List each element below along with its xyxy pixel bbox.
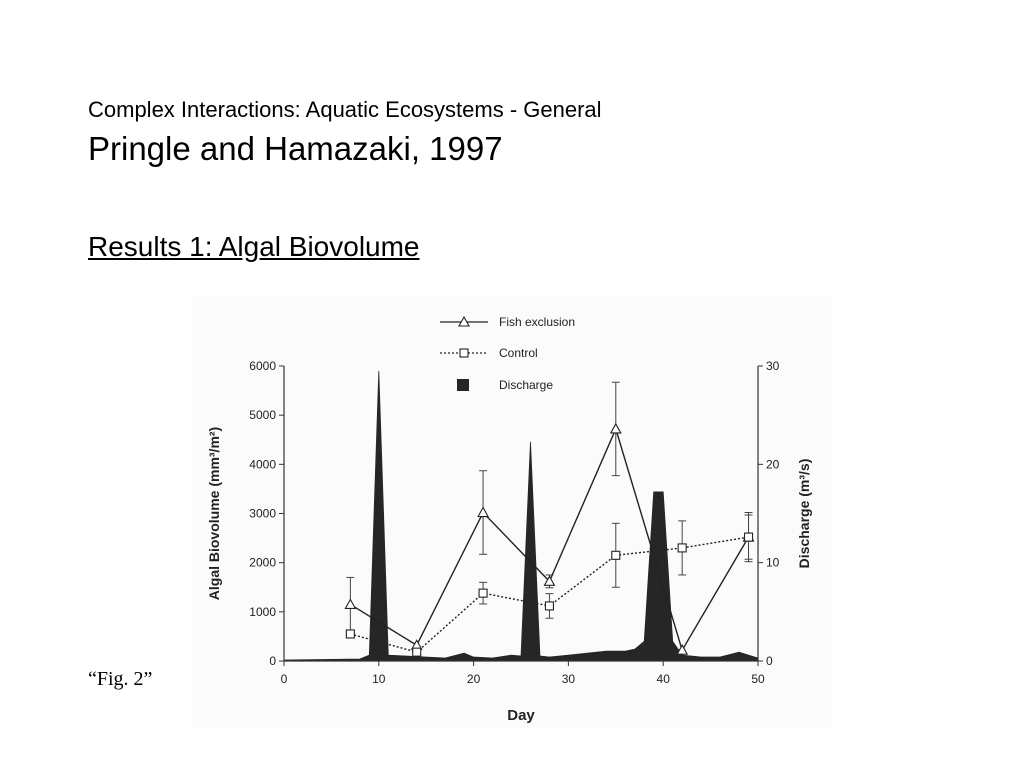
left-y-tick-label: 4000 (249, 457, 276, 472)
right-y-tick-label: 30 (766, 359, 780, 373)
section-heading: Results 1: Algal Biovolume (88, 231, 420, 262)
x-tick-label: 0 (280, 672, 288, 686)
control-point (745, 533, 753, 541)
control-point (545, 602, 553, 610)
x-tick-label: 20 (466, 672, 481, 686)
control-point (346, 630, 354, 638)
control-point (678, 544, 686, 552)
legend-label-control: Control (499, 346, 538, 360)
legend-label-discharge: Discharge (499, 378, 554, 392)
right-y-axis-label: Discharge (m³/s) (796, 458, 812, 569)
figure-caption: “Fig. 2” (88, 668, 153, 690)
left-y-tick-label: 0 (269, 654, 276, 668)
x-axis-label: Day (507, 707, 535, 724)
slide-title: Pringle and Hamazaki, 1997 (88, 130, 503, 167)
left-y-tick-label: 6000 (249, 359, 276, 373)
right-y-tick-label: 20 (766, 457, 780, 472)
x-tick-label: 10 (372, 672, 386, 686)
right-y-tick-label: 0 (766, 654, 773, 668)
right-y-tick-label: 10 (766, 555, 780, 570)
algal-biovolume-chart (192, 296, 832, 728)
slide-subtitle: Complex Interactions: Aquatic Ecosystems - General (88, 97, 602, 122)
control-point (612, 551, 620, 559)
legend-marker-control (460, 349, 468, 357)
legend-label-fish-exclusion: Fish exclusion (499, 315, 576, 329)
left-y-tick-label: 5000 (249, 408, 276, 423)
chart-background (192, 296, 832, 728)
x-tick-label: 50 (751, 672, 765, 686)
x-tick-label: 30 (561, 672, 576, 686)
left-y-tick-label: 1000 (249, 604, 276, 619)
legend-swatch-discharge (457, 379, 469, 391)
x-tick-label: 40 (656, 672, 670, 686)
control-point (479, 589, 487, 597)
left-y-tick-label: 2000 (249, 555, 276, 570)
chart-svg (192, 296, 832, 728)
left-y-tick-label: 3000 (249, 506, 276, 521)
control-point (413, 648, 421, 656)
left-y-axis-label: Algal Biovolume (mm³/m²) (206, 426, 222, 601)
